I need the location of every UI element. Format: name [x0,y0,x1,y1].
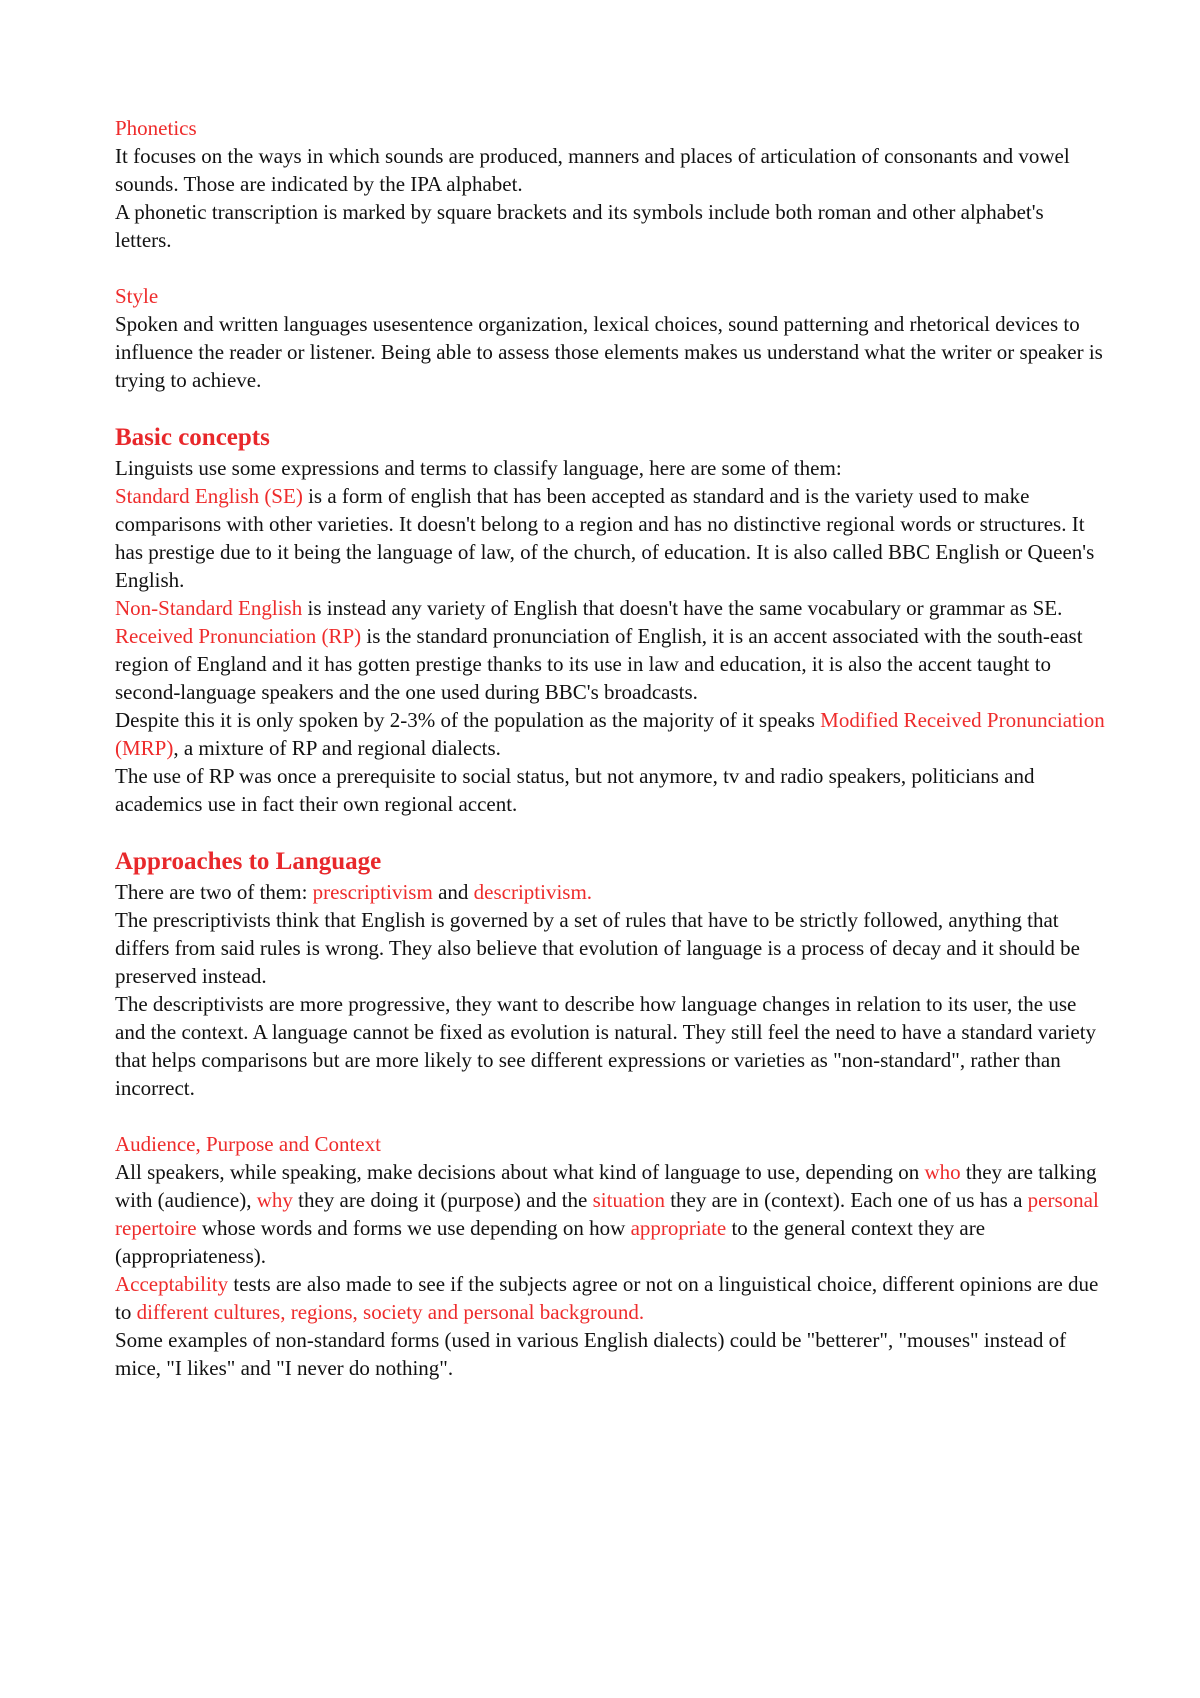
term-standard-english: Standard English (SE) [115,484,303,508]
term-different-cultures: different cultures, regions, society and personal background. [136,1300,645,1324]
text: is the standard pronunciation of English, it is an accent associated with the south-east region of England and it has gotten prestige thanks to its use in law and education, it is also the accent taught to second-language speakers and the one used during BBC's broadcasts. [115,624,1083,704]
text: to the general context they are (appropriateness). [115,1216,986,1268]
spacer [115,394,1105,422]
text: and [432,880,474,904]
spacer [115,1102,1105,1130]
paragraph-acceptability [115,1270,1105,1326]
term-modified-rp: Modified Received Pronunciation (MRP) [115,708,1105,760]
paragraph-apc [115,1158,1105,1270]
paragraph: The prescriptivists think that English is governed by a set of rules that have to be strictly followed, anything that differs from said rules is wrong. They also believe that evolution of language is a process of decay and it should be preserved instead. [115,908,1080,988]
text: they are doing it (purpose) and the [292,1188,593,1212]
spacer [115,818,1105,846]
section-heading-basic-concepts: Basic concepts [115,424,270,451]
term-appropriate: appropriate [630,1216,727,1240]
paragraph: Linguists use some expressions and terms to classify language, here are some of them: [115,456,842,480]
text: There are two of them: [115,880,313,904]
paragraph: Some examples of non-standard forms (used in various English dialects) could be "betterer", "mouses" instead of mice, "I likes" and "I never do nothing". [115,1328,1067,1380]
text: is instead any variety of English that doesn't have the same vocabulary or grammar as SE. [302,596,1063,620]
text: All speakers, while speaking, make decisions about what kind of language to use, depending on [115,1160,925,1184]
text: Despite this it is only spoken by 2-3% of the population as the majority of it speaks [115,708,821,732]
section-heading-audience-purpose-context: Audience, Purpose and Context [115,1132,381,1156]
paragraph: The descriptivists are more progressive, they want to describe how language changes in relation to its user, the use and the context. A language cannot be fixed as evolution is natural. They still feel the need to have a standard variety that helps comparisons but are more likely to see different expressions or varieties as "non-standard", rather than incorrect. [115,992,1097,1100]
term-received-pronunciation: Received Pronunciation (RP) [115,624,362,648]
section-heading-style: Style [115,284,159,308]
spacer [115,254,1105,282]
paragraph-modified-rp [115,706,1105,762]
section-heading-approaches: Approaches to Language [115,848,382,875]
paragraph: The use of RP was once a prerequisite to social status, but not anymore, tv and radio speakers, politicians and academics use in fact their own regional accent. [115,764,1035,816]
text: tests are also made to see if the subjects agree or not on a linguistical choice, different opinions are due to [115,1272,1099,1324]
term-who: who [924,1160,961,1184]
paragraph: A phonetic transcription is marked by square brackets and its symbols include both roman and other alphabet's letters. [115,200,1044,252]
paragraph: Spoken and written languages usesentence organization, lexical choices, sound patterning and rhetorical devices to influence the reader or listener. Being able to assess those elements makes us understand what the writer or speaker is trying to achieve. [115,312,1103,392]
text: is a form of english that has been accepted as standard and is the variety used to make comparisons with other varieties. It doesn't belong to a region and has no distinctive regional words or structures. It has prestige due to it being the language of law, of the church, of education. It is also called BBC English or Queen's English. [115,484,1095,592]
term-descriptivism: descriptivism. [473,880,593,904]
paragraph-received-pronunciation [115,622,1105,706]
document-page [115,114,1105,1382]
term-personal-repertoire: personal repertoire [115,1188,1099,1240]
text: , a mixture of RP and regional dialects. [173,736,501,760]
term-non-standard-english: Non-Standard English [115,596,303,620]
paragraph-approaches-intro [115,878,1105,906]
text: they are in (context). Each one of us has a [664,1188,1028,1212]
paragraph-non-standard-english [115,594,1105,622]
term-prescriptivism: prescriptivism [312,880,433,904]
text: whose words and forms we use depending on how [196,1216,631,1240]
term-why: why [256,1188,293,1212]
term-acceptability: Acceptability [115,1272,229,1296]
paragraph-standard-english [115,482,1105,594]
paragraph: It focuses on the ways in which sounds are produced, manners and places of articulation of consonants and vowel sounds. Those are indicated by the IPA alphabet. [115,144,1070,196]
section-heading-phonetics: Phonetics [115,116,197,140]
text: they are talking with (audience), [115,1160,1097,1212]
term-situation: situation [592,1188,665,1212]
